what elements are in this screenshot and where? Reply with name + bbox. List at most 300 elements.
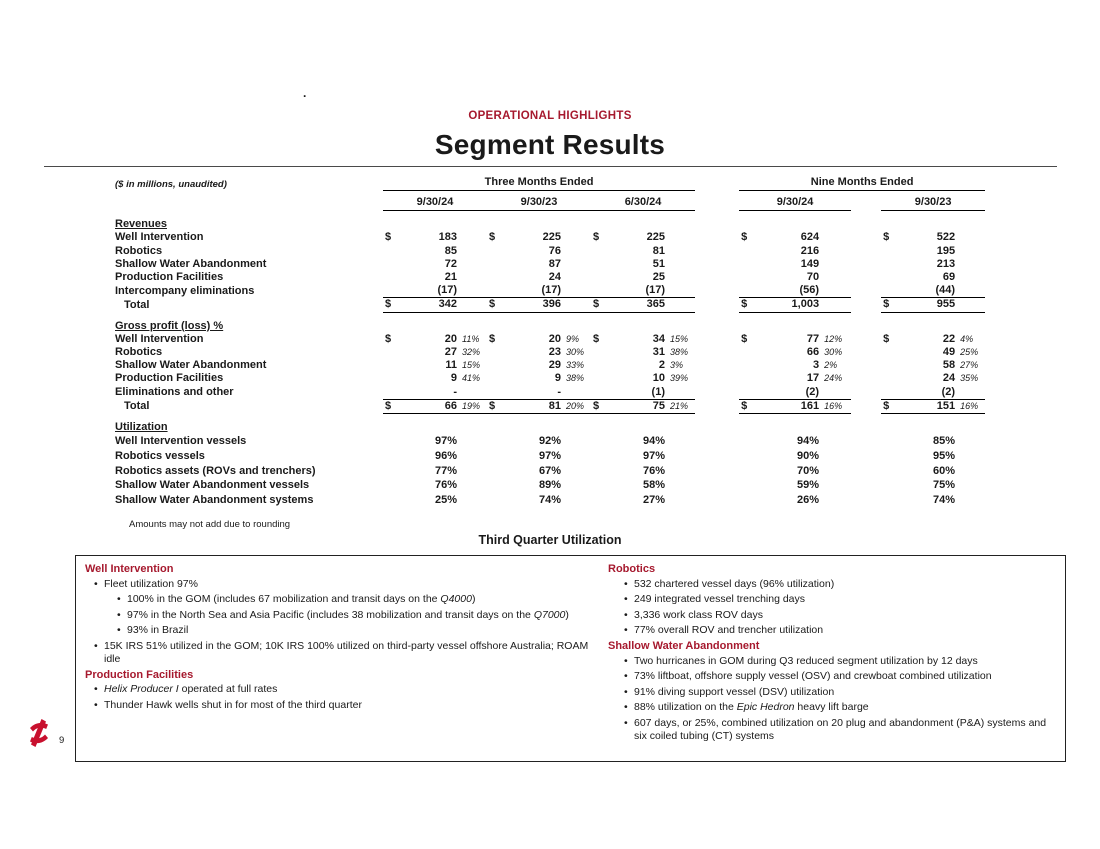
- table-row: [115, 298, 985, 312]
- group-header-three-months: Three Months Ended: [383, 176, 695, 191]
- dollar-sign-cell: [591, 493, 613, 508]
- units-note: ($ in millions, unaudited): [115, 178, 227, 190]
- bullet-item: [608, 670, 1049, 683]
- value-cell: 58: [942, 359, 956, 372]
- box-section-heading: Production Facilities: [85, 668, 194, 681]
- dollar-sign-cell: $: [593, 231, 600, 244]
- value-cell: 213: [936, 257, 956, 270]
- dollar-sign-cell: [739, 372, 761, 385]
- dollar-sign-cell: [881, 449, 903, 464]
- utilization-box-title: Third Quarter Utilization: [478, 533, 622, 547]
- value-cell: (1): [613, 386, 665, 400]
- value-cell: 81: [652, 244, 665, 257]
- column-spacer: [851, 231, 881, 244]
- section-heading: [115, 211, 985, 232]
- bullet-item: [85, 609, 591, 622]
- dollar-sign-cell: [591, 271, 613, 284]
- value-cell: 195: [936, 244, 956, 257]
- value-cell: 92%: [538, 435, 561, 448]
- value-cell: 87: [548, 257, 561, 270]
- dollar-sign-cell: [739, 271, 761, 284]
- value-cell: (17): [405, 284, 457, 298]
- dollar-sign-cell: [487, 245, 509, 258]
- column-spacer: [851, 372, 881, 385]
- value-cell: (2): [903, 386, 955, 400]
- column-spacer: [851, 399, 881, 413]
- bullet-text: 532 chartered vessel days (96% utilization): [634, 577, 835, 590]
- dollar-sign-cell: $: [383, 399, 405, 413]
- value-cell: 60%: [933, 464, 956, 477]
- percent-cell: [665, 478, 695, 493]
- table-body: [115, 211, 985, 531]
- column-spacer: [695, 176, 739, 191]
- value-cell: 25: [652, 271, 665, 284]
- column-spacer: [851, 271, 881, 284]
- value-cell: 10: [652, 372, 665, 385]
- value-cell: 365: [613, 298, 665, 312]
- column-spacer: [695, 359, 739, 372]
- percent-cell: [457, 478, 487, 493]
- value-cell: 51: [652, 257, 665, 270]
- dollar-sign-cell: [487, 434, 509, 449]
- dollar-sign-cell: [591, 258, 613, 271]
- bullet-icon: •: [624, 716, 628, 729]
- column-spacer: [851, 449, 881, 464]
- column-header-3me-1: 9/30/24: [383, 191, 487, 211]
- group-header-nine-months: Nine Months Ended: [739, 176, 985, 191]
- percent-cell: 27%: [960, 360, 979, 371]
- section-heading-row: [115, 211, 985, 232]
- bullet-icon: •: [624, 685, 628, 698]
- value-cell: (17): [509, 284, 561, 298]
- table-row: [115, 271, 985, 284]
- percent-cell: [819, 271, 851, 284]
- dollar-sign-cell: [591, 372, 613, 385]
- percent-cell: 39%: [670, 373, 689, 384]
- bullet-item: [608, 609, 1049, 622]
- value-cell: 11: [445, 359, 457, 372]
- dollar-sign-cell: [739, 449, 761, 464]
- value-cell: 522: [936, 231, 956, 244]
- value-cell: 72: [444, 257, 457, 270]
- table-row: [115, 346, 985, 359]
- dollar-sign-cell: [881, 284, 903, 298]
- value-cell: 70: [806, 271, 820, 284]
- dollar-sign-cell: $: [883, 332, 890, 345]
- bullet-icon: •: [94, 639, 98, 652]
- row-label: Total: [124, 400, 150, 413]
- value-cell: 1,003: [761, 298, 819, 312]
- value-cell: 85: [444, 244, 457, 257]
- dollar-sign-cell: [487, 258, 509, 271]
- value-cell: 9: [450, 372, 457, 385]
- bullet-item: [85, 640, 591, 666]
- value-cell: 24: [548, 271, 561, 284]
- segment-results-table: [115, 176, 985, 531]
- dollar-sign-cell: [591, 245, 613, 258]
- column-spacer: [695, 284, 739, 298]
- column-spacer: [695, 493, 739, 508]
- column-spacer: [695, 372, 739, 385]
- column-spacer: [695, 449, 739, 464]
- value-cell: 151: [903, 399, 955, 413]
- dollar-sign-cell: [487, 386, 509, 400]
- percent-cell: [561, 464, 591, 479]
- dollar-sign-cell: [487, 346, 509, 359]
- percent-cell: [561, 434, 591, 449]
- percent-cell: 11%: [462, 333, 480, 344]
- dollar-sign-cell: $: [385, 231, 392, 244]
- percent-cell: 15%: [670, 333, 689, 344]
- dollar-sign-cell: [739, 434, 761, 449]
- dollar-sign-cell: [487, 449, 509, 464]
- percent-cell: [819, 231, 851, 244]
- percent-cell: [665, 386, 695, 400]
- bullet-text: 249 integrated vessel trenching days: [634, 593, 806, 605]
- dollar-sign-cell: [881, 493, 903, 508]
- bullet-text: 93% in Brazil: [127, 624, 189, 636]
- value-cell: 70%: [797, 464, 820, 477]
- percent-cell: [955, 493, 985, 508]
- dollar-sign-cell: [591, 386, 613, 400]
- percent-cell: [457, 298, 487, 312]
- value-cell: 58%: [642, 479, 665, 492]
- percent-cell: 20%: [561, 399, 591, 413]
- percent-cell: 9%: [566, 333, 580, 344]
- value-cell: -: [405, 386, 457, 400]
- value-cell: 396: [509, 298, 561, 312]
- value-cell: 49: [942, 346, 956, 359]
- percent-cell: 30%: [824, 347, 843, 358]
- percent-cell: [955, 284, 985, 298]
- percent-cell: [457, 258, 487, 271]
- table-row: [115, 245, 985, 258]
- dollar-sign-cell: [383, 245, 405, 258]
- column-spacer: [851, 359, 881, 372]
- value-cell: 342: [405, 298, 457, 312]
- percent-cell: 24%: [824, 373, 843, 384]
- dollar-sign-cell: $: [489, 332, 496, 345]
- column-spacer: [851, 478, 881, 493]
- value-cell: 94%: [642, 435, 665, 448]
- column-spacer: [695, 333, 739, 346]
- dollar-sign-cell: [487, 372, 509, 385]
- column-spacer: [851, 464, 881, 479]
- value-cell: 624: [800, 231, 820, 244]
- bullet-item: [608, 593, 1049, 606]
- percent-cell: [665, 464, 695, 479]
- dollar-sign-cell: $: [591, 399, 613, 413]
- dollar-sign-cell: [591, 346, 613, 359]
- dollar-sign-cell: [739, 359, 761, 372]
- date-header-row: [115, 191, 985, 211]
- row-label: Production Facilities: [115, 271, 224, 284]
- percent-cell: [955, 245, 985, 258]
- dollar-sign-cell: $: [883, 231, 890, 244]
- utilization-box-right-column: [599, 556, 1057, 749]
- percent-cell: 30%: [566, 347, 585, 358]
- percent-cell: [665, 271, 695, 284]
- bullet-icon: •: [624, 593, 628, 605]
- percent-cell: 16%: [819, 399, 851, 413]
- dollar-sign-cell: [591, 464, 613, 479]
- value-cell: 75%: [933, 479, 956, 492]
- value-cell: 97%: [642, 449, 665, 462]
- dollar-sign-cell: [881, 359, 903, 372]
- bullet-icon: •: [624, 701, 628, 713]
- percent-cell: [561, 386, 591, 400]
- dollar-sign-cell: [487, 284, 509, 298]
- column-spacer: [851, 346, 881, 359]
- column-spacer: [695, 271, 739, 284]
- percent-cell: [561, 493, 591, 508]
- dollar-sign-cell: [383, 464, 405, 479]
- bullet-text: 88% utilization on the Epic Hedron heavy lift barge: [634, 701, 869, 713]
- percent-cell: [457, 386, 487, 400]
- bullet-text: Helix Producer I operated at full rates: [104, 683, 278, 695]
- dollar-sign-cell: [591, 449, 613, 464]
- percent-cell: [665, 449, 695, 464]
- percent-cell: [819, 386, 851, 400]
- bullet-text: 97% in the North Sea and Asia Pacific (includes 38 mobilization and transit days on the Q7000): [127, 608, 569, 621]
- bullet-icon: •: [624, 608, 628, 621]
- row-label: Robotics vessels: [115, 449, 205, 462]
- percent-cell: [955, 478, 985, 493]
- dollar-sign-cell: [739, 346, 761, 359]
- column-spacer: [695, 191, 739, 211]
- row-label: Total: [124, 298, 150, 311]
- percent-cell: [955, 231, 985, 244]
- dollar-sign-cell: [383, 493, 405, 508]
- value-cell: 67%: [538, 464, 561, 477]
- value-cell: 66: [806, 346, 820, 359]
- percent-cell: [561, 478, 591, 493]
- value-cell: 183: [438, 231, 457, 244]
- value-cell: 21: [444, 271, 457, 284]
- table-row: [115, 284, 985, 298]
- dollar-sign-cell: [881, 434, 903, 449]
- table-footnote-row: [115, 508, 985, 531]
- column-spacer: [695, 386, 739, 400]
- bullet-icon: •: [117, 608, 121, 621]
- column-spacer: [851, 298, 881, 312]
- percent-cell: 38%: [670, 347, 689, 358]
- page-number: 9: [59, 735, 65, 746]
- table-row: [115, 493, 985, 508]
- table-row: [115, 399, 985, 413]
- dollar-sign-cell: $: [487, 298, 509, 312]
- bullet-text: 100% in the GOM (includes 67 mobilization and transit days on the Q4000): [127, 593, 476, 605]
- dollar-sign-cell: $: [489, 231, 496, 244]
- percent-cell: [665, 258, 695, 271]
- percent-cell: [819, 298, 851, 312]
- percent-cell: [561, 284, 591, 298]
- percent-cell: [457, 464, 487, 479]
- bullet-item: [608, 578, 1049, 591]
- dollar-sign-cell: [383, 284, 405, 298]
- dollar-sign-cell: [591, 359, 613, 372]
- title-divider: [44, 166, 1057, 167]
- value-cell: 66: [405, 399, 457, 413]
- value-cell: 94%: [797, 435, 820, 448]
- value-cell: 89%: [538, 479, 561, 492]
- percent-cell: [955, 386, 985, 400]
- dollar-sign-cell: [487, 493, 509, 508]
- dollar-sign-cell: [591, 284, 613, 298]
- bullet-text: 91% diving support vessel (DSV) utilization: [634, 685, 835, 698]
- value-cell: 17: [806, 372, 820, 385]
- dollar-sign-cell: [881, 271, 903, 284]
- dollar-sign-cell: [881, 258, 903, 271]
- column-spacer: [695, 346, 739, 359]
- bullet-item: [85, 593, 591, 606]
- dollar-sign-cell: [591, 434, 613, 449]
- dollar-sign-cell: [881, 478, 903, 493]
- value-cell: 74%: [538, 494, 561, 507]
- value-cell: -: [509, 386, 561, 400]
- column-spacer: [695, 245, 739, 258]
- percent-cell: [819, 434, 851, 449]
- value-cell: 225: [542, 231, 561, 244]
- column-header-3me-3: 6/30/24: [591, 191, 695, 211]
- bullet-item: [608, 701, 1049, 714]
- percent-cell: 35%: [960, 373, 979, 384]
- percent-cell: 19%: [457, 399, 487, 413]
- value-cell: 161: [761, 399, 819, 413]
- bullet-item: [608, 686, 1049, 699]
- column-spacer: [695, 258, 739, 271]
- percent-cell: 25%: [960, 347, 979, 358]
- percent-cell: [665, 434, 695, 449]
- dollar-sign-cell: $: [385, 332, 392, 345]
- value-cell: 31: [652, 346, 665, 359]
- percent-cell: [819, 284, 851, 298]
- dollar-sign-cell: $: [741, 332, 748, 345]
- value-cell: 85%: [933, 435, 956, 448]
- column-header-3me-2: 9/30/23: [487, 191, 591, 211]
- value-cell: 74%: [933, 494, 956, 507]
- value-cell: 76: [548, 244, 561, 257]
- bullet-text: 15K IRS 51% utilized in the GOM; 10K IRS 100% utilized on third-party vessel offshore Australia; ROAM idle: [104, 639, 589, 665]
- value-cell: 9: [554, 372, 561, 385]
- table-row: [115, 359, 985, 372]
- value-cell: (56): [761, 284, 819, 298]
- dollar-sign-cell: [591, 478, 613, 493]
- table-row: [115, 372, 985, 385]
- row-label: Robotics: [115, 346, 163, 359]
- value-cell: 24: [942, 372, 956, 385]
- value-cell: 955: [903, 298, 955, 312]
- percent-cell: [561, 271, 591, 284]
- dollar-sign-cell: $: [487, 399, 509, 413]
- value-cell: 90%: [797, 449, 820, 462]
- bullet-icon: •: [94, 683, 98, 695]
- value-cell: 96%: [434, 449, 457, 462]
- percent-cell: 41%: [462, 373, 481, 384]
- row-label: Shallow Water Abandonment: [115, 359, 267, 372]
- row-label: Shallow Water Abandonment: [115, 257, 267, 270]
- column-spacer: [695, 399, 739, 413]
- column-spacer: [851, 493, 881, 508]
- group-header-row: [115, 176, 985, 191]
- percent-cell: [955, 298, 985, 312]
- percent-cell: [457, 271, 487, 284]
- page-title: Segment Results: [434, 129, 666, 160]
- section-heading-row: [115, 414, 985, 435]
- table-row: [115, 464, 985, 479]
- percent-cell: [665, 298, 695, 312]
- column-header-9me-1: 9/30/24: [739, 191, 851, 211]
- bullet-item: [608, 655, 1049, 668]
- percent-cell: 2%: [824, 360, 838, 371]
- percent-cell: 33%: [566, 360, 585, 371]
- bullet-icon: •: [624, 670, 628, 682]
- section-heading: [115, 414, 985, 435]
- dollar-sign-cell: $: [739, 399, 761, 413]
- box-section-heading: Shallow Water Abandonment: [608, 640, 760, 652]
- value-cell: 77%: [434, 464, 457, 477]
- bullet-text: 607 days, or 25%, combined utilization on 20 plug and abandonment (P&A) systems and six coiled tubing (CT) systems: [634, 716, 1047, 742]
- dollar-sign-cell: [383, 258, 405, 271]
- dollar-sign-cell: [739, 245, 761, 258]
- percent-cell: [561, 449, 591, 464]
- percent-cell: [457, 449, 487, 464]
- percent-cell: [457, 231, 487, 244]
- dollar-sign-cell: [739, 386, 761, 400]
- dollar-sign-cell: $: [741, 231, 748, 244]
- percent-cell: [819, 258, 851, 271]
- percent-cell: 4%: [960, 333, 974, 344]
- column-spacer: [695, 464, 739, 479]
- column-spacer: [695, 478, 739, 493]
- row-label: Well Intervention vessels: [115, 435, 247, 448]
- bullet-icon: •: [94, 698, 98, 711]
- dollar-sign-cell: [383, 372, 405, 385]
- bullet-icon: •: [624, 624, 628, 636]
- percent-cell: [819, 245, 851, 258]
- value-cell: 76%: [434, 479, 457, 492]
- percent-cell: [955, 271, 985, 284]
- column-spacer: [851, 284, 881, 298]
- dollar-sign-cell: [487, 464, 509, 479]
- bullet-text: 3,336 work class ROV days: [634, 608, 763, 621]
- percent-cell: 15%: [462, 360, 481, 371]
- dollar-sign-cell: [739, 493, 761, 508]
- percent-cell: [561, 231, 591, 244]
- section-heading-label: Gross profit (loss) %: [115, 319, 224, 332]
- utilization-box: [75, 555, 1066, 762]
- value-cell: 95%: [933, 449, 956, 462]
- percent-cell: [955, 434, 985, 449]
- value-cell: 26%: [797, 494, 820, 507]
- percent-cell: [819, 493, 851, 508]
- dollar-sign-cell: [881, 464, 903, 479]
- table-row: [115, 478, 985, 493]
- percent-cell: [665, 245, 695, 258]
- value-cell: 3: [812, 359, 820, 372]
- value-cell: 22: [942, 332, 956, 345]
- percent-cell: [457, 284, 487, 298]
- bullet-text: 77% overall ROV and trencher utilization: [634, 624, 824, 636]
- percent-cell: 16%: [955, 399, 985, 413]
- section-heading-label: Utilization: [115, 421, 168, 434]
- column-header-9me-2: 9/30/23: [881, 191, 985, 211]
- dollar-sign-cell: [739, 258, 761, 271]
- dollar-sign-cell: [739, 284, 761, 298]
- percent-cell: [457, 434, 487, 449]
- percent-cell: 38%: [566, 373, 585, 384]
- column-spacer: [851, 245, 881, 258]
